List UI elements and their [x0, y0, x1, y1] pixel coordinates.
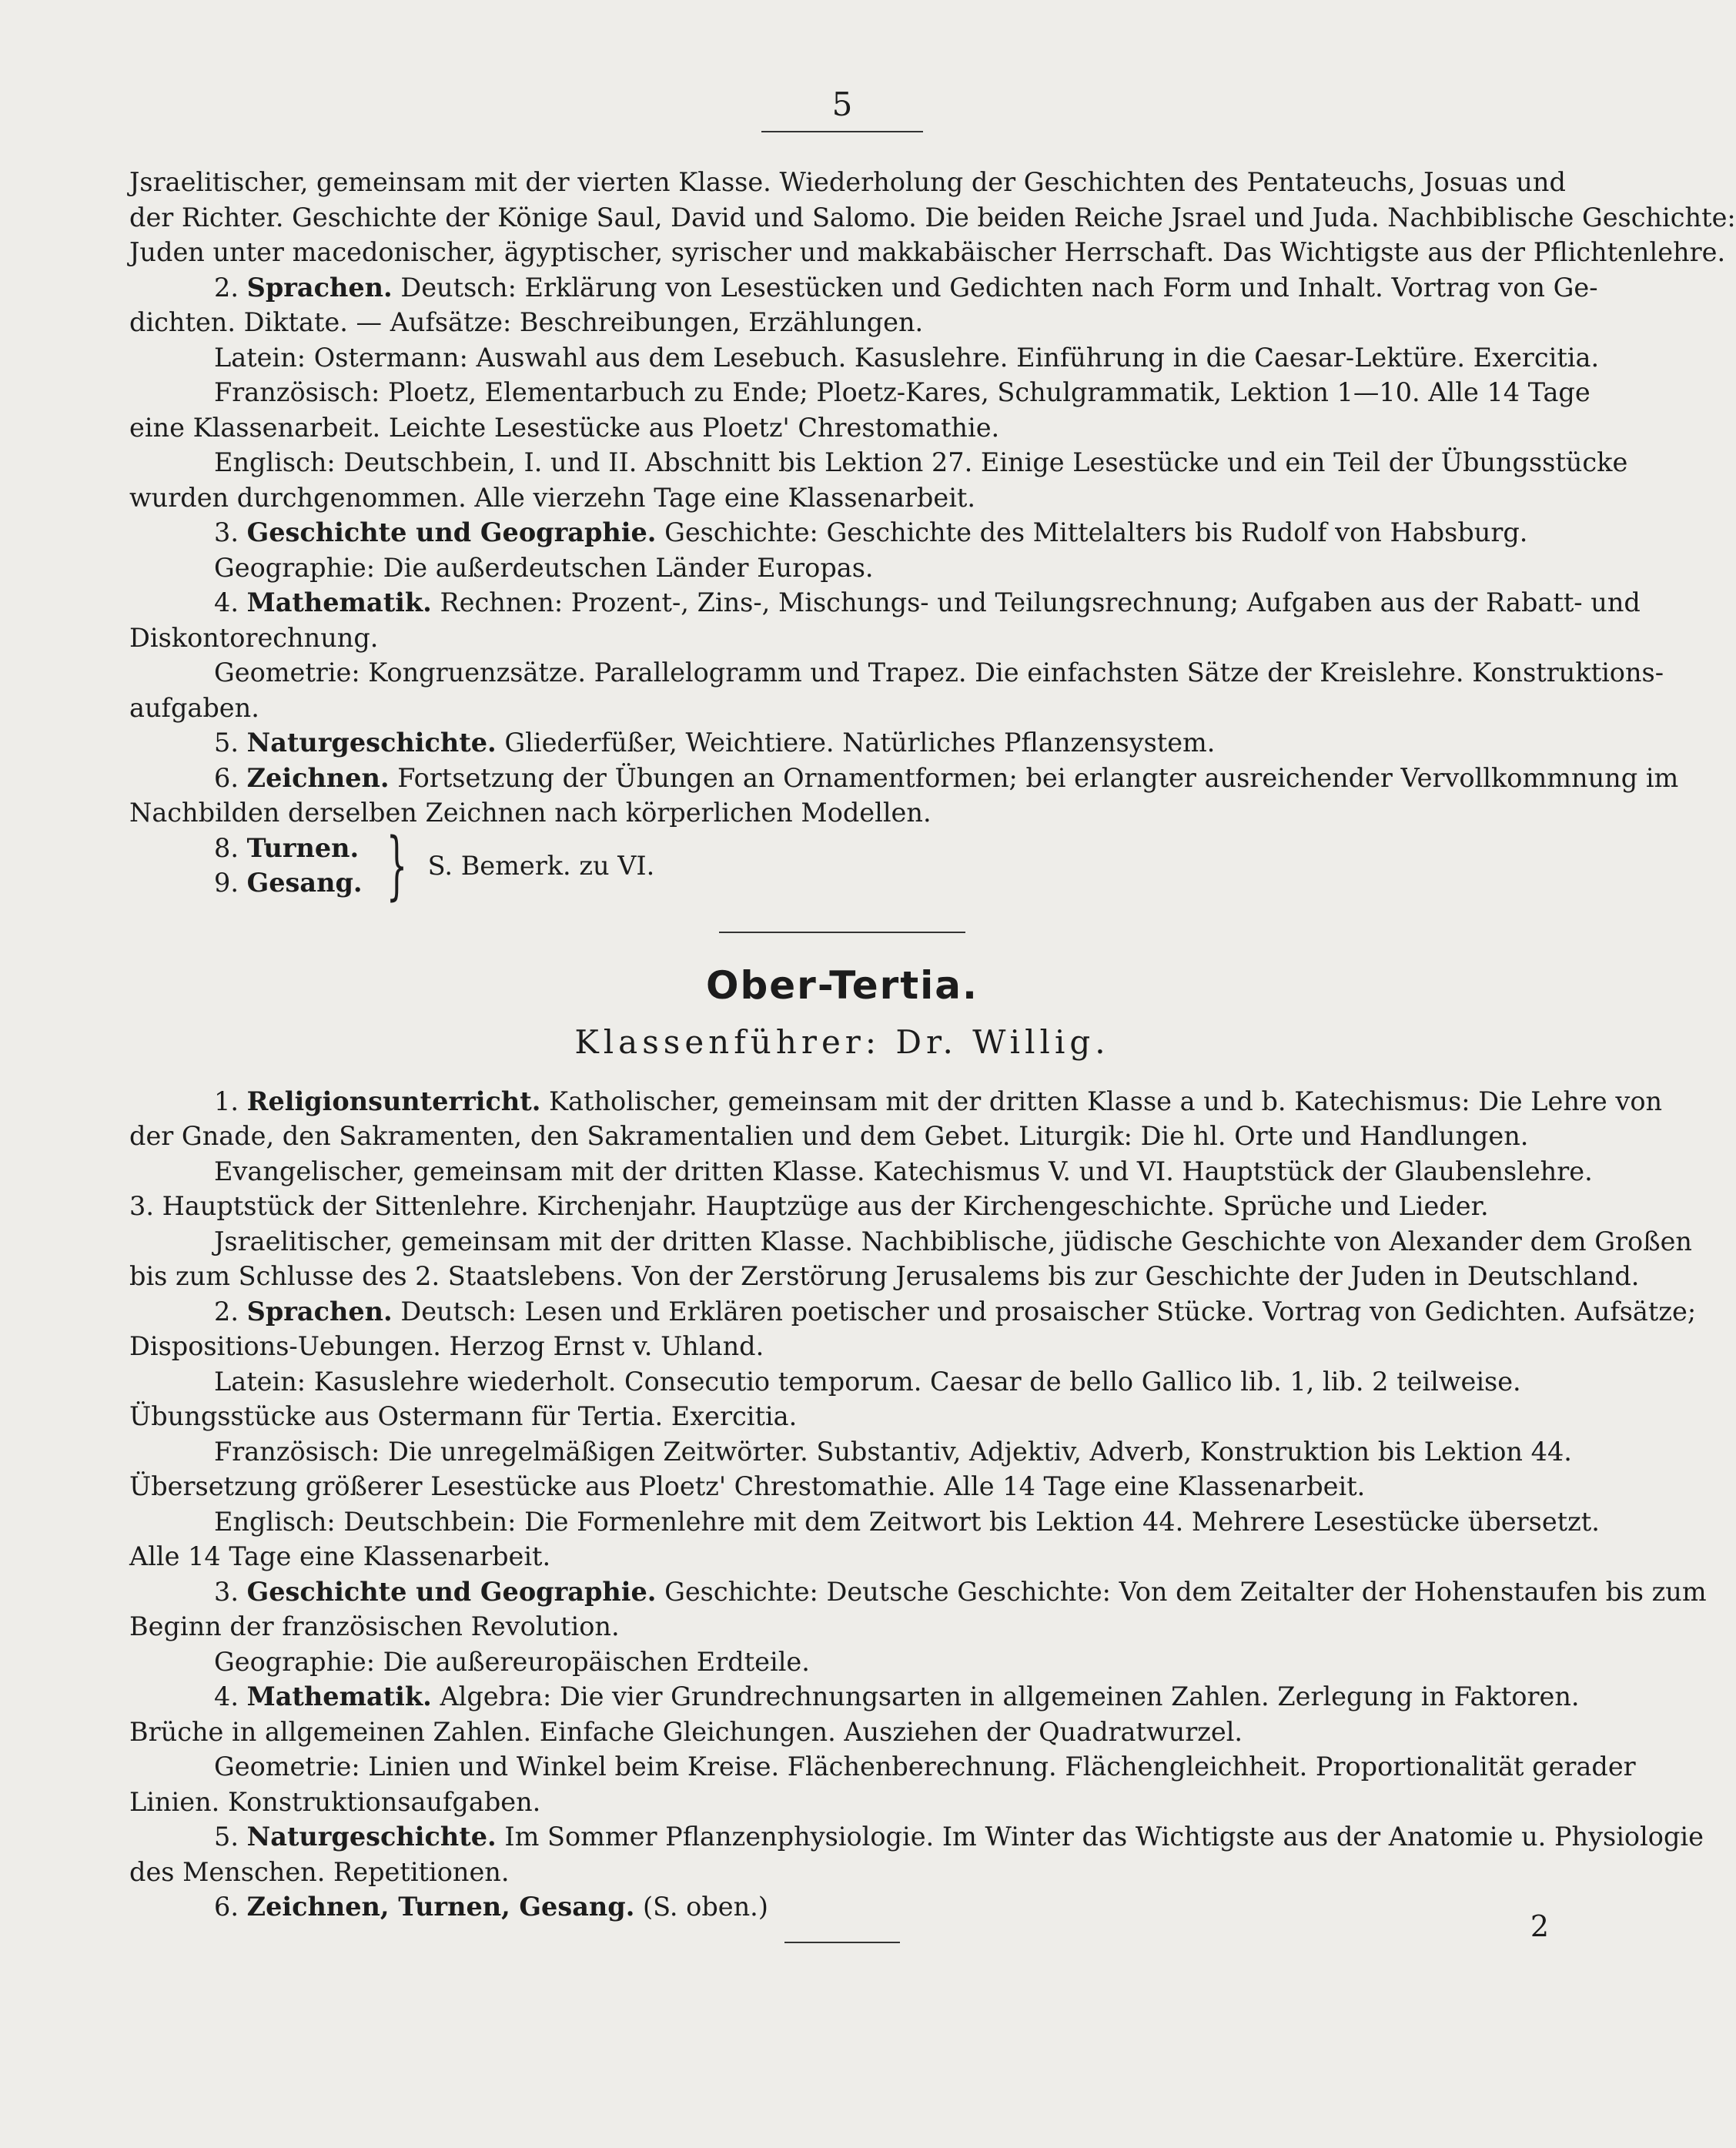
curriculum-block-previous-class [129, 165, 1736, 831]
subject-heading: Geschichte und Geographie. [246, 1576, 657, 1607]
brace-note: S. Bemerk. zu VI. [427, 850, 655, 881]
subject-heading: Geschichte und Geographie. [246, 517, 657, 547]
line-text: aufgaben. [129, 692, 259, 723]
line-text: Latein: Kasuslehre wiederholt. Consecutio temporum. Caesar de bello Gallico lib. 1, lib. 2 teilweise. [214, 1366, 1521, 1397]
subject-heading: Mathematik. [246, 1681, 432, 1711]
line-text: Diskontorechnung. [129, 622, 379, 653]
text-line [129, 1574, 1707, 1610]
class-teacher: Klassenführer: Dr. Willig. [574, 1022, 1110, 1061]
brace-symbol: } [386, 821, 407, 908]
line-text: Englisch: Deutschbein, I. und II. Abschnitt bis Lektion 27. Einige Lesestücke und ein Teil der Übungsstücke [214, 447, 1628, 477]
line-text: Englisch: Deutschbein: Die Formenlehre mit dem Zeitwort bis Lektion 44. Mehrere Lesestücke übersetzt. [214, 1506, 1600, 1537]
text-line [129, 1364, 1555, 1400]
line-text: bis zum Schlusse des 2. Staatslebens. Von der Zerstörung Jerusalems bis zur Geschichte der Juden in Deutschland. [129, 1261, 1640, 1291]
line-text: Evangelischer, gemeinsam mit der dritten Klasse. Katechismus V. und VI. Hauptstück der Glaubenslehre. [214, 1156, 1593, 1186]
section-title: Ober-Tertia. [705, 962, 979, 1008]
text-line [129, 445, 1628, 480]
subject-heading: Naturgeschichte. [246, 1822, 497, 1852]
brace-item: 8. Turnen. [214, 832, 360, 863]
line-text: Nachbilden derselben Zeichnen nach körperlichen Modellen. [129, 798, 932, 828]
text-line [129, 1679, 1580, 1715]
line-text: wurden durchgenommen. Alle vierzehn Tage eine Klassenarbeit. [129, 482, 976, 513]
text-line [129, 585, 1641, 621]
line-text: Französisch: Die unregelmäßigen Zeitwörter. Substantiv, Adjektiv, Adverb, Konstruktion bis Lektion 44. [214, 1436, 1572, 1467]
item-number: 3. [214, 1576, 239, 1607]
line-text: Katholischer, gemeinsam mit der dritten Klasse a und b. Katechismus: Die Lehre von [549, 1086, 1663, 1116]
text-line [129, 1504, 1600, 1540]
text-line [129, 1119, 1555, 1154]
line-text: Geographie: Die außereuropäischen Erdteile. [214, 1646, 810, 1677]
text-line [129, 1609, 1555, 1644]
text-line [129, 235, 1726, 270]
text-line [129, 1539, 1555, 1574]
text-line [129, 340, 1600, 376]
subject-heading: Sprachen. [246, 272, 393, 303]
text-line [129, 1434, 1572, 1470]
header-rule [761, 131, 923, 132]
text-line [129, 1855, 1555, 1890]
text-line [129, 410, 1555, 446]
signature-mark: 2 [1530, 1909, 1549, 1943]
line-text: Juden unter macedonischer, ägyptischer, syrischer und makkabäischer Herrschaft. Das Wichtigste aus der Pflichtenlehre. [129, 237, 1726, 267]
text-line [129, 691, 1555, 726]
text-line [129, 795, 1555, 831]
line-text: Geometrie: Kongruenzsätze. Parallelogramm und Trapez. Die einfachsten Sätze der Kreislehre. Konstruktions- [214, 657, 1664, 688]
text-line [129, 725, 1555, 761]
item-number: 2. [214, 1296, 239, 1327]
item-number: 4. [214, 1681, 239, 1711]
text-line [129, 1189, 1555, 1224]
line-text: Geschichte: Deutsche Geschichte: Von dem Zeitalter der Hohenstaufen bis zum [664, 1576, 1707, 1607]
text-line [129, 1399, 1555, 1434]
subject-heading: Mathematik. [246, 587, 432, 617]
section-divider [719, 932, 965, 933]
line-text: Alle 14 Tage eine Klassenarbeit. [129, 1541, 551, 1571]
line-text: Jsraelitischer, gemeinsam mit der dritten Klasse. Nachbiblische, jüdische Geschichte von Alexander dem Großen [214, 1226, 1693, 1256]
item-number: 6. [214, 1892, 239, 1922]
subject-heading: Sprachen. [246, 1296, 393, 1327]
line-text: Rechnen: Prozent-, Zins-, Mischungs- und Teilungsrechnung; Aufgaben aus der Rabatt- und [440, 587, 1641, 617]
line-text: Gliederfüßer, Weichtiere. Natürliches Pflanzensystem. [504, 728, 1216, 758]
text-line [129, 761, 1679, 796]
text-line [129, 270, 1598, 306]
text-line [129, 165, 1566, 200]
line-text: der Richter. Geschichte der Könige Saul, David und Salomo. Die beiden Reiche Jsrael und Juda. Nachbiblische Geschichte: [129, 202, 1736, 233]
line-text: Übersetzung größerer Lesestücke aus Ploetz' Chrestomathie. Alle 14 Tage eine Klassenarbeit. [129, 1471, 1366, 1501]
text-line [129, 200, 1736, 236]
subject-heading: Religionsunterricht. [246, 1086, 541, 1116]
text-line [129, 515, 1555, 550]
line-text: Algebra: Die vier Grundrechnungsarten in allgemeinen Zahlen. Zerlegung in Faktoren. [440, 1681, 1580, 1711]
line-text: Beginn der französischen Revolution. [129, 1611, 620, 1641]
line-text: Französisch: Ploetz, Elementarbuch zu Ende; Ploetz-Kares, Schulgrammatik, Lektion 1—10. Alle 14 Tage [214, 377, 1590, 407]
line-text: 3. Hauptstück der Sittenlehre. Kirchenjahr. Hauptzüge aus der Kirchengeschichte. Sprüche und Lieder. [129, 1191, 1489, 1221]
brace-item: 9. Gesang. [214, 868, 363, 898]
item-number: 3. [214, 517, 239, 547]
text-line [129, 1785, 1555, 1820]
curriculum-block-ober-tertia [129, 1084, 1707, 1925]
text-line [129, 1084, 1663, 1119]
line-text: der Gnade, den Sakramenten, den Sakramentalien und dem Gebet. Liturgik: Die hl. Orte und Handlungen. [129, 1121, 1529, 1151]
footer-rule [784, 1942, 900, 1943]
brace-group [129, 821, 1555, 908]
text-line [129, 1259, 1640, 1294]
text-line [129, 1644, 1555, 1680]
line-text: dichten. Diktate. — Aufsätze: Beschreibungen, Erzählungen. [129, 307, 924, 337]
text-line [129, 1749, 1636, 1785]
line-text: Jsraelitischer, gemeinsam mit der vierten Klasse. Wiederholung der Geschichten des Pentateuchs, Josuas und [129, 167, 1566, 197]
text-line [129, 1329, 1555, 1364]
line-text: Geometrie: Linien und Winkel beim Kreise. Flächenberechnung. Flächengleichheit. Proportionalität gerader [214, 1752, 1636, 1782]
text-line [129, 550, 1555, 586]
line-text: eine Klassenarbeit. Leichte Lesestücke aus Ploetz' Chrestomathie. [129, 412, 1000, 443]
line-text: des Menschen. Repetitionen. [129, 1856, 510, 1887]
text-line [129, 1469, 1555, 1504]
item-number: 5. [214, 1822, 239, 1852]
subject-heading: Zeichnen. [246, 762, 390, 793]
line-text: Geschichte: Geschichte des Mittelalters bis Rudolf von Habsburg. [664, 517, 1528, 547]
item-number: 4. [214, 587, 239, 617]
text-line [129, 480, 1555, 516]
line-text: Übungsstücke aus Ostermann für Tertia. Exercitia. [129, 1401, 798, 1431]
item-number: 1. [214, 1086, 239, 1116]
line-text: Im Sommer Pflanzenphysiologie. Im Winter das Wichtigste aus der Anatomie u. Physiologie [504, 1822, 1704, 1852]
page-number: 5 [831, 85, 853, 123]
text-line [129, 1889, 1555, 1925]
text-line [129, 655, 1664, 691]
text-line [129, 621, 1555, 656]
line-text: Brüche in allgemeinen Zahlen. Einfache Gleichungen. Ausziehen der Quadratwurzel. [129, 1716, 1243, 1747]
text-line [129, 1819, 1704, 1855]
line-text: Geographie: Die außerdeutschen Länder Europas. [214, 552, 874, 583]
text-line [129, 1294, 1697, 1330]
text-line [129, 1715, 1555, 1750]
item-number: 6. [214, 762, 239, 793]
text-line [129, 305, 1555, 340]
line-text: (S. oben.) [643, 1892, 768, 1922]
item-number: 2. [214, 272, 239, 303]
line-text: Deutsch: Erklärung von Lesestücken und Gedichten nach Form und Inhalt. Vortrag von Ge- [400, 272, 1598, 303]
line-text: Latein: Ostermann: Auswahl aus dem Lesebuch. Kasuslehre. Einführung in die Caesar-Lektüre. Exercitia. [214, 342, 1600, 373]
text-line [129, 375, 1590, 410]
text-line [129, 1154, 1593, 1189]
line-text: Deutsch: Lesen und Erklären poetischer und prosaischer Stücke. Vortrag von Gedichten. Aufsätze; [400, 1296, 1697, 1327]
item-number: 5. [214, 728, 239, 758]
line-text: Linien. Konstruktionsaufgaben. [129, 1786, 541, 1817]
line-text: Fortsetzung der Übungen an Ornamentformen; bei erlangter ausreichender Vervollkommnung im [397, 762, 1679, 793]
text-line [129, 1224, 1693, 1260]
line-text: Dispositions-Uebungen. Herzog Ernst v. Uhland. [129, 1331, 764, 1361]
subject-heading: Naturgeschichte. [246, 728, 497, 758]
subject-heading: Zeichnen, Turnen, Gesang. [246, 1892, 635, 1922]
